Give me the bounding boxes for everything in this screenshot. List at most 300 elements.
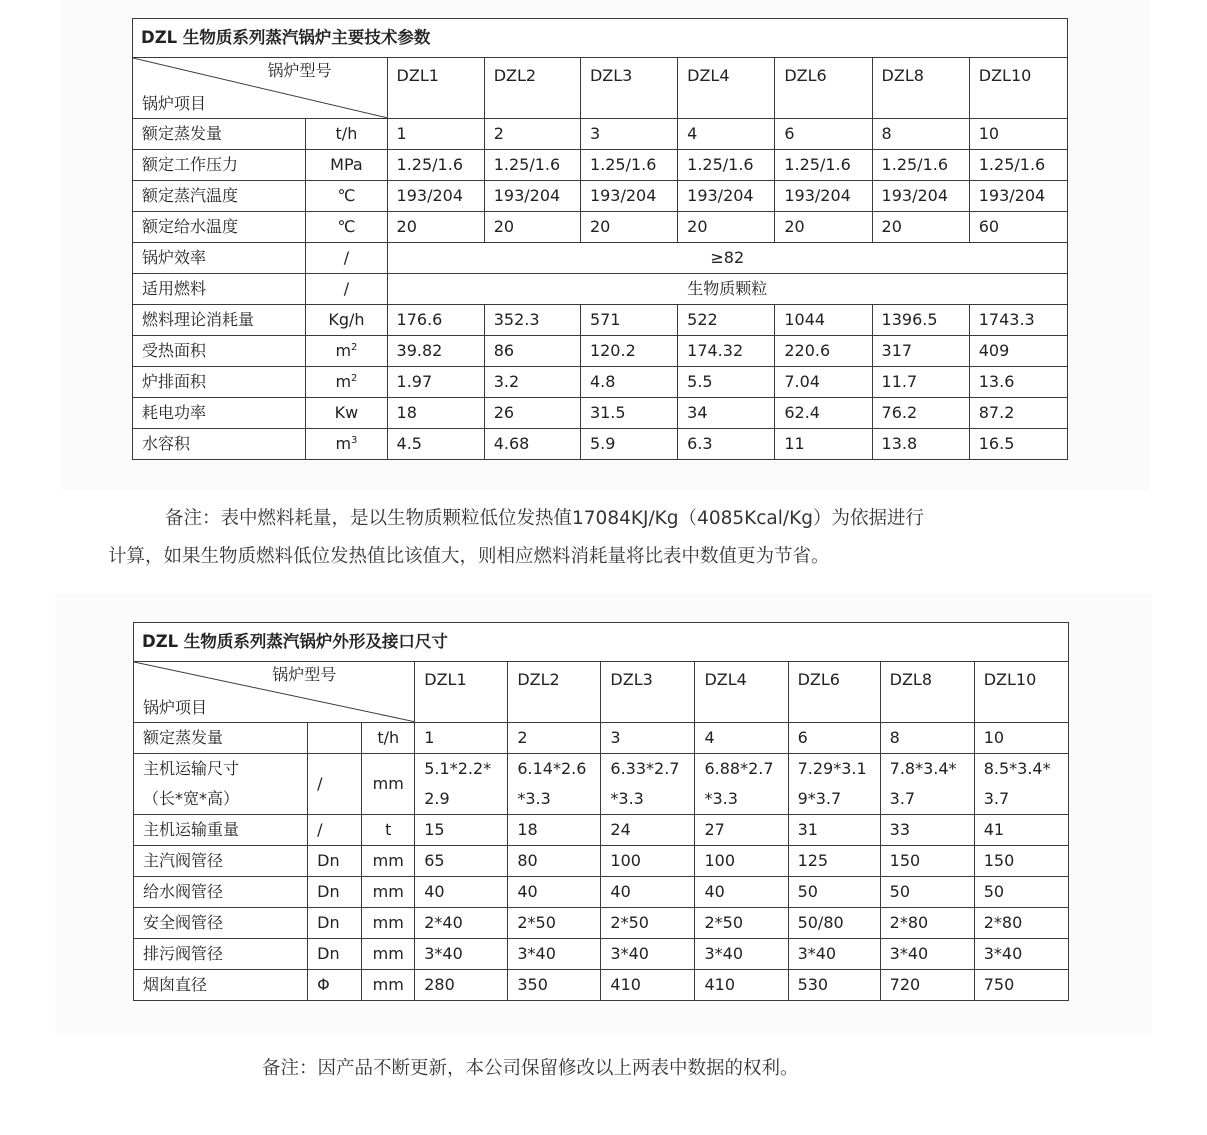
row-unit: mm — [362, 846, 415, 877]
table-cell: 1.25/1.6 — [969, 150, 1067, 181]
table-cell — [415, 970, 508, 1001]
model-header: DZL10 — [969, 58, 1067, 119]
table-cell: 193/204 — [872, 181, 969, 212]
table-cell — [695, 723, 788, 754]
row-label: 燃料理论消耗量 — [133, 305, 306, 336]
row-unit — [306, 274, 387, 305]
table-cell: 87.2 — [969, 398, 1067, 429]
table-cell — [695, 815, 788, 846]
model-header: DZL1 — [387, 58, 484, 119]
table-cell: 34 — [678, 398, 775, 429]
table-cell — [880, 754, 974, 815]
table-cell: 176.6 — [387, 305, 484, 336]
table-cell — [415, 754, 508, 815]
cell-line1: 41 — [983, 820, 1005, 839]
table-cell: 20 — [484, 212, 580, 243]
table-cell: 193/204 — [484, 181, 580, 212]
cell-line1: 3*40 — [889, 944, 929, 963]
table-cell — [695, 908, 788, 939]
cell-line1: 31 — [797, 820, 818, 839]
row-unit — [306, 181, 387, 212]
table-cell: 1044 — [775, 305, 872, 336]
merged-value: ≥82 — [387, 243, 1067, 274]
model-header: DZL3 — [580, 58, 677, 119]
table-row — [134, 970, 1069, 1001]
row-label — [134, 723, 308, 754]
table-cell: 571 — [580, 305, 677, 336]
table-cell: 1743.3 — [969, 305, 1067, 336]
cell-line1: 2*80 — [889, 913, 929, 932]
cell-line1: 4 — [704, 728, 715, 747]
row-label — [134, 815, 308, 846]
table-cell: 2 — [484, 119, 580, 150]
table-cell: 193/204 — [678, 181, 775, 212]
table-cell — [880, 908, 974, 939]
unit-text: ℃ — [337, 217, 356, 236]
unit-text: Kg/h — [328, 310, 365, 329]
cell-line1: 3*40 — [610, 944, 649, 963]
cell-line1: 7.29*3.1 — [797, 759, 867, 778]
table-cell: 10 — [969, 119, 1067, 150]
cell-line1: 1 — [424, 728, 435, 747]
table-cell: 174.32 — [678, 336, 775, 367]
cell-line1: 750 — [983, 975, 1015, 994]
cell-line1: 24 — [610, 820, 631, 839]
table-cell — [880, 815, 974, 846]
table-cell — [601, 815, 695, 846]
model-header: DZL1 — [415, 662, 508, 723]
cell-line1: 50 — [983, 882, 1005, 901]
table-row — [134, 754, 1069, 815]
table-cell — [880, 970, 974, 1001]
table-cell — [415, 877, 508, 908]
row-unit — [306, 429, 387, 460]
table-row — [133, 274, 1068, 305]
table-cell — [974, 754, 1068, 815]
table-cell — [601, 877, 695, 908]
note1-line1: 备注：表中燃料耗量，是以生物质颗粒低位发热值17084KJ/Kg（4085Kcal/Kg）为依据进行 — [165, 508, 925, 529]
cell-line1: 40 — [424, 882, 445, 901]
table-cell: 6.3 — [678, 429, 775, 460]
cell-line1: 65 — [424, 851, 445, 870]
table-cell — [788, 939, 880, 970]
table-row — [134, 939, 1069, 970]
row-label-text: 排污阀管径 — [143, 944, 224, 963]
row-symbol: Dn — [308, 877, 362, 908]
table-row — [133, 212, 1068, 243]
row-unit — [306, 336, 387, 367]
row-label: 额定蒸汽温度 — [133, 181, 306, 212]
table-cell: 39.82 — [387, 336, 484, 367]
header-model-label: 锅炉型号 — [272, 665, 337, 684]
row-label: 额定给水温度 — [133, 212, 306, 243]
cell-line1: 50/80 — [797, 913, 844, 932]
cell-line1: 280 — [424, 975, 455, 994]
table-cell: 76.2 — [872, 398, 969, 429]
table-row — [133, 305, 1068, 336]
table-cell: 352.3 — [484, 305, 580, 336]
table-cell: 1.25/1.6 — [775, 150, 872, 181]
row-label-text: 烟囱直径 — [143, 975, 208, 994]
row-unit: mm — [362, 877, 415, 908]
table-row — [133, 119, 1068, 150]
table-cell — [880, 723, 974, 754]
table-cell — [415, 908, 508, 939]
table-cell: 3.2 — [484, 367, 580, 398]
unit-text: Kw — [334, 403, 359, 422]
unit-text: MPa — [330, 155, 363, 174]
unit-text: ℃ — [337, 186, 356, 205]
table-cell: 4.8 — [580, 367, 677, 398]
cell-line2: *3.3 — [704, 789, 738, 808]
row-unit — [306, 305, 387, 336]
merged-value: 生物质颗粒 — [387, 274, 1067, 305]
table-row — [133, 367, 1068, 398]
table-cell — [601, 939, 695, 970]
table-cell — [880, 846, 974, 877]
table-cell: 1 — [387, 119, 484, 150]
table-row — [133, 181, 1068, 212]
table-cell: 86 — [484, 336, 580, 367]
table-row — [134, 815, 1069, 846]
row-unit: mm — [362, 939, 415, 970]
table-cell: 193/204 — [580, 181, 677, 212]
cell-line1: 8.5*3.4* — [983, 759, 1051, 778]
row-label — [134, 877, 308, 908]
row-symbol: Dn — [308, 939, 362, 970]
row-unit — [306, 212, 387, 243]
row-unit — [306, 119, 387, 150]
cell-line1: 3*40 — [424, 944, 463, 963]
table-cell: 20 — [580, 212, 677, 243]
note-fuel-consumption — [108, 500, 1098, 576]
table-cell: 193/204 — [387, 181, 484, 212]
cell-line1: 3 — [610, 728, 621, 747]
unit-text: m — [335, 434, 352, 453]
model-header: DZL4 — [678, 58, 775, 119]
table-cell: 1.25/1.6 — [580, 150, 677, 181]
table-cell — [974, 939, 1068, 970]
cell-line1: 6.14*2.6 — [517, 759, 587, 778]
cell-line2: *3.3 — [610, 789, 644, 808]
table1-title: DZL 生物质系列蒸汽锅炉主要技术参数 — [133, 19, 1068, 58]
table-row — [134, 846, 1069, 877]
table-cell — [788, 970, 880, 1001]
table-cell — [974, 877, 1068, 908]
model-header: DZL4 — [695, 662, 788, 723]
table-cell — [601, 723, 695, 754]
row-unit: t/h — [362, 723, 415, 754]
row-label-text: 额定蒸发量 — [143, 728, 224, 747]
cell-line1: 3*40 — [517, 944, 556, 963]
table-cell: 5.5 — [678, 367, 775, 398]
table-cell: 16.5 — [969, 429, 1067, 460]
model-header: DZL10 — [974, 662, 1068, 723]
table-cell — [695, 754, 788, 815]
model-header: DZL6 — [775, 58, 872, 119]
table-cell — [695, 877, 788, 908]
row-symbol: / — [308, 754, 362, 815]
table-cell: 7.04 — [775, 367, 872, 398]
table-cell: 220.6 — [775, 336, 872, 367]
table-cell: 522 — [678, 305, 775, 336]
table-cell: 18 — [387, 398, 484, 429]
model-header: DZL6 — [788, 662, 880, 723]
unit-text: t/h — [335, 124, 358, 143]
cell-line1: 150 — [889, 851, 921, 870]
model-header: DZL8 — [872, 58, 969, 119]
table-cell — [508, 970, 601, 1001]
cell-line1: 6.33*2.7 — [610, 759, 680, 778]
table-cell: 13.6 — [969, 367, 1067, 398]
row-symbol: / — [308, 815, 362, 846]
cell-line1: 40 — [610, 882, 631, 901]
note-data-rights: 备注：因产品不断更新，本公司保留修改以上两表中数据的权利。 — [262, 1058, 799, 1079]
row-label — [134, 939, 308, 970]
table-cell — [788, 877, 880, 908]
table-cell: 20 — [387, 212, 484, 243]
row-symbol — [308, 723, 362, 754]
cell-line1: 100 — [704, 851, 736, 870]
table-cell: 26 — [484, 398, 580, 429]
header-item-label: 锅炉项目 — [142, 94, 207, 113]
note1-line2: 计算，如果生物质燃料低位发热值比该值大，则相应燃料消耗量将比表中数值更为节省。 — [108, 546, 830, 567]
cell-line1: 2*40 — [424, 913, 463, 932]
table-cell — [788, 908, 880, 939]
table-cell — [788, 846, 880, 877]
unit-superscript: 2 — [351, 373, 358, 384]
row-label: 额定工作压力 — [133, 150, 306, 181]
table-cell: 120.2 — [580, 336, 677, 367]
cell-line1: 3*40 — [983, 944, 1023, 963]
table-cell — [508, 877, 601, 908]
table-cell: 60 — [969, 212, 1067, 243]
table-cell: 20 — [775, 212, 872, 243]
cell-line1: 410 — [610, 975, 641, 994]
table1-corner-header — [133, 58, 388, 119]
table-cell: 3 — [580, 119, 677, 150]
table-cell — [601, 908, 695, 939]
table-row — [134, 723, 1069, 754]
row-symbol: Φ — [308, 970, 362, 1001]
cell-line1: 8 — [889, 728, 900, 747]
row-label: 受热面积 — [133, 336, 306, 367]
cell-line2: 2.9 — [424, 789, 450, 808]
cell-line2: 9*3.7 — [797, 789, 842, 808]
table-cell: 20 — [678, 212, 775, 243]
row-label-text: 主机运输重量 — [143, 820, 240, 839]
table2-title: DZL 生物质系列蒸汽锅炉外形及接口尺寸 — [134, 623, 1069, 662]
table-cell: 1.25/1.6 — [387, 150, 484, 181]
cell-line1: 80 — [517, 851, 538, 870]
row-label: 额定蒸发量 — [133, 119, 306, 150]
cell-line1: 2*50 — [610, 913, 649, 932]
table-cell — [695, 970, 788, 1001]
table-cell: 11.7 — [872, 367, 969, 398]
table-cell — [601, 970, 695, 1001]
cell-line1: 530 — [797, 975, 829, 994]
cell-line1: 15 — [424, 820, 445, 839]
table-cell: 1.25/1.6 — [872, 150, 969, 181]
table-cell — [508, 815, 601, 846]
row-unit — [306, 150, 387, 181]
table-cell — [508, 723, 601, 754]
table-cell — [415, 815, 508, 846]
cell-line1: 50 — [889, 882, 910, 901]
unit-text: m — [335, 341, 352, 360]
unit-superscript: 2 — [351, 342, 358, 353]
unit-text: m — [335, 372, 352, 391]
table-row — [133, 429, 1068, 460]
table-cell — [601, 754, 695, 815]
cell-line1: 125 — [797, 851, 829, 870]
row-label-text: 安全阀管径 — [143, 913, 224, 932]
cell-line2: 3.7 — [889, 789, 916, 808]
table-cell — [508, 908, 601, 939]
table-cell: 13.8 — [872, 429, 969, 460]
row-label — [134, 846, 308, 877]
row-symbol: Dn — [308, 908, 362, 939]
header-item-label: 锅炉项目 — [143, 698, 208, 717]
table-cell — [415, 846, 508, 877]
cell-line1: 2 — [517, 728, 528, 747]
cell-line1: 50 — [797, 882, 818, 901]
unit-text: / — [343, 279, 350, 298]
table-cell — [508, 754, 601, 815]
cell-line1: 2*80 — [983, 913, 1023, 932]
table-cell: 193/204 — [775, 181, 872, 212]
row-label: 耗电功率 — [133, 398, 306, 429]
row-label — [134, 754, 308, 815]
row-unit: mm — [362, 908, 415, 939]
technical-parameters-table — [132, 18, 1068, 460]
row-label-subtext: （长*宽*高） — [143, 789, 240, 808]
table-cell: 11 — [775, 429, 872, 460]
cell-line1: 2*50 — [704, 913, 744, 932]
row-symbol: Dn — [308, 846, 362, 877]
cell-line2: *3.3 — [517, 789, 551, 808]
cell-line1: 3*40 — [797, 944, 837, 963]
table-cell: 62.4 — [775, 398, 872, 429]
table-cell — [508, 846, 601, 877]
row-unit: mm — [362, 970, 415, 1001]
cell-line1: 2*50 — [517, 913, 556, 932]
table-cell: 317 — [872, 336, 969, 367]
cell-line1: 150 — [983, 851, 1015, 870]
row-unit: t — [362, 815, 415, 846]
table-cell: 6 — [775, 119, 872, 150]
table-row — [133, 150, 1068, 181]
table-cell — [974, 846, 1068, 877]
cell-line1: 3*40 — [704, 944, 744, 963]
cell-line1: 40 — [517, 882, 538, 901]
unit-superscript: 3 — [351, 435, 358, 446]
table-cell — [415, 723, 508, 754]
table-cell — [788, 723, 880, 754]
table-cell — [695, 939, 788, 970]
cell-line1: 350 — [517, 975, 548, 994]
row-label: 水容积 — [133, 429, 306, 460]
cell-line2: 3.7 — [983, 789, 1010, 808]
table-cell — [974, 908, 1068, 939]
table-cell: 1396.5 — [872, 305, 969, 336]
table-cell: 8 — [872, 119, 969, 150]
table-cell — [974, 815, 1068, 846]
table-cell: 31.5 — [580, 398, 677, 429]
table-cell: 193/204 — [969, 181, 1067, 212]
cell-line1: 100 — [610, 851, 641, 870]
cell-line1: 18 — [517, 820, 538, 839]
model-header: DZL2 — [508, 662, 601, 723]
table-cell — [974, 970, 1068, 1001]
model-header: DZL8 — [880, 662, 974, 723]
row-label — [134, 908, 308, 939]
table-row — [133, 398, 1068, 429]
row-label-text: 给水阀管径 — [143, 882, 224, 901]
table-row — [134, 908, 1069, 939]
table-row — [133, 243, 1068, 274]
cell-line1: 27 — [704, 820, 725, 839]
row-label-text: 主汽阀管径 — [143, 851, 224, 870]
row-label — [134, 970, 308, 1001]
table-cell — [508, 939, 601, 970]
table-cell: 20 — [872, 212, 969, 243]
table-cell: 1.25/1.6 — [484, 150, 580, 181]
cell-line1: 720 — [889, 975, 921, 994]
table-cell — [695, 846, 788, 877]
table-cell — [880, 939, 974, 970]
row-label-text: 主机运输尺寸 — [143, 759, 240, 778]
row-unit — [306, 398, 387, 429]
cell-line1: 40 — [704, 882, 725, 901]
row-unit — [306, 367, 387, 398]
cell-line1: 10 — [983, 728, 1005, 747]
row-label: 锅炉效率 — [133, 243, 306, 274]
unit-text: / — [343, 248, 350, 267]
row-label: 炉排面积 — [133, 367, 306, 398]
row-unit — [306, 243, 387, 274]
table-cell: 5.9 — [580, 429, 677, 460]
table-cell — [788, 754, 880, 815]
cell-line1: 33 — [889, 820, 910, 839]
cell-line1: 410 — [704, 975, 736, 994]
row-label: 适用燃料 — [133, 274, 306, 305]
cell-line1: 6.88*2.7 — [704, 759, 774, 778]
table-cell: 4.5 — [387, 429, 484, 460]
table-cell: 4.68 — [484, 429, 580, 460]
model-header: DZL3 — [601, 662, 695, 723]
table-cell — [974, 723, 1068, 754]
table-cell — [880, 877, 974, 908]
table-cell: 1.97 — [387, 367, 484, 398]
header-model-label: 锅炉型号 — [267, 61, 332, 80]
table-cell — [601, 846, 695, 877]
table-cell: 1.25/1.6 — [678, 150, 775, 181]
row-unit: mm — [362, 754, 415, 815]
table-row — [133, 336, 1068, 367]
table-cell — [788, 815, 880, 846]
dimensions-table — [133, 622, 1069, 1001]
table-row — [134, 877, 1069, 908]
table-cell: 409 — [969, 336, 1067, 367]
model-header: DZL2 — [484, 58, 580, 119]
cell-line1: 7.8*3.4* — [889, 759, 957, 778]
cell-line1: 5.1*2.2* — [424, 759, 492, 778]
table2-corner-header — [134, 662, 415, 723]
cell-line1: 6 — [797, 728, 808, 747]
table-cell — [415, 939, 508, 970]
table-cell: 4 — [678, 119, 775, 150]
